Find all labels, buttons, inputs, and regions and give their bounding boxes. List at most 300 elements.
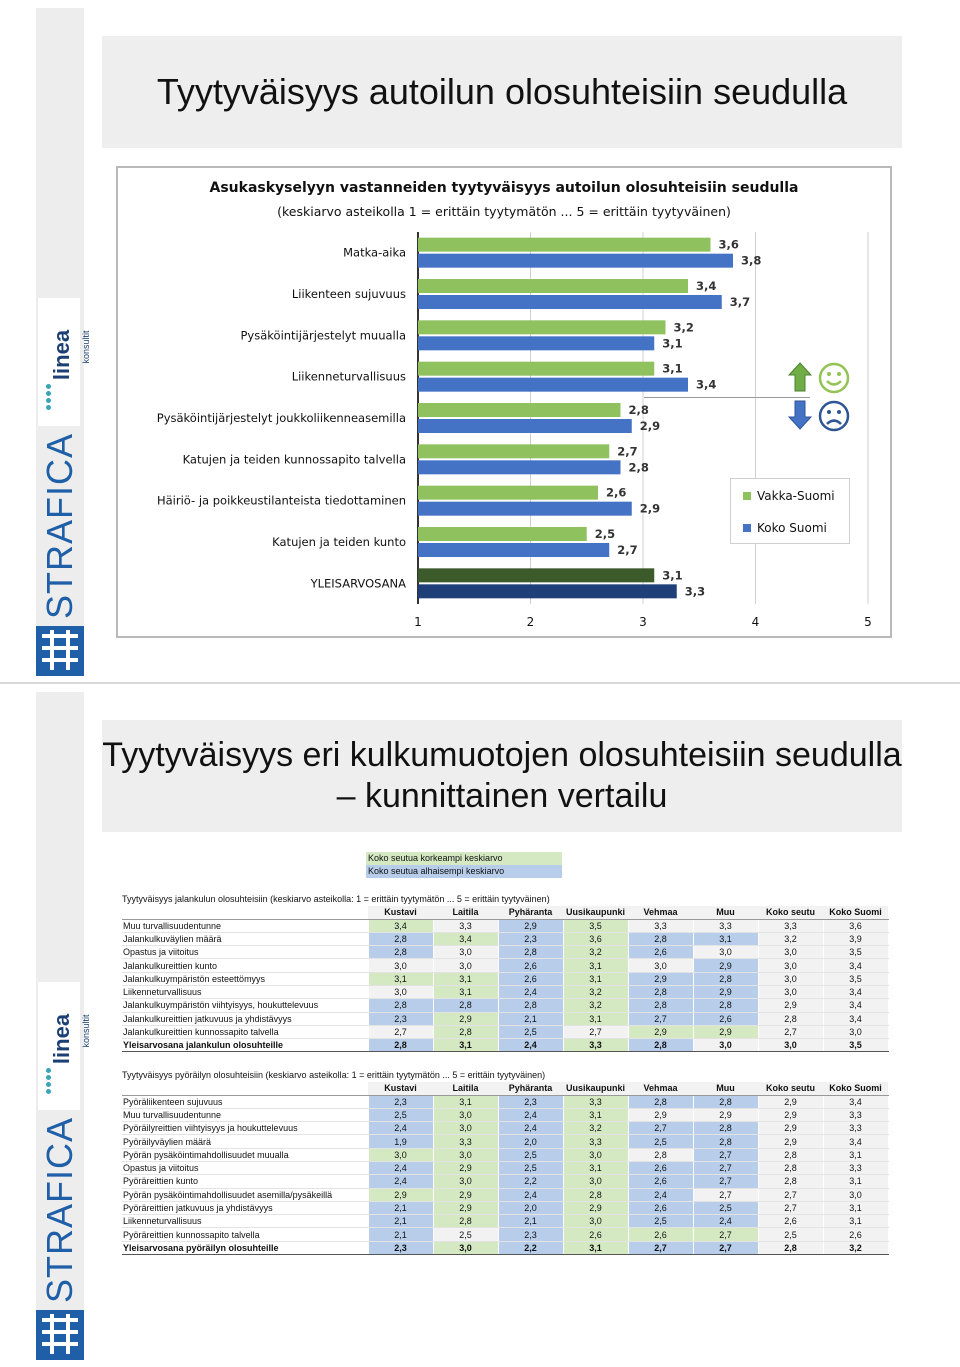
value-cell: 2,5 <box>498 1025 563 1038</box>
data-label-vakka: 3,1 <box>662 568 683 583</box>
value-cell: 2,9 <box>628 1108 693 1121</box>
table-row <box>122 1228 888 1241</box>
value-cell: 3,2 <box>563 1122 628 1135</box>
row-label: Jalankulkuympäristön viihtyisyys, houkuttelevuus <box>122 999 368 1012</box>
value-cell: 2,7 <box>628 1012 693 1025</box>
value-cell: 2,7 <box>693 1161 758 1174</box>
row-label: Jalankulkureittien jatkuvuus ja yhdistävyys <box>122 1012 368 1025</box>
value-cell: 3,0 <box>433 1175 498 1188</box>
header-blank <box>122 906 368 919</box>
value-cell: 2,1 <box>498 1012 563 1025</box>
row-label: Liikenneturvallisuus <box>122 985 368 998</box>
value-cell: 2,9 <box>563 1201 628 1214</box>
legend-item-vakka <box>743 489 835 503</box>
value-cell: 2,5 <box>628 1135 693 1148</box>
table-row <box>122 1201 888 1214</box>
value-cell: 2,8 <box>368 1039 433 1052</box>
value-cell: 2,7 <box>628 1241 693 1254</box>
chart-legend <box>730 478 850 544</box>
table-row <box>122 1175 888 1188</box>
table-row <box>122 1108 888 1121</box>
value-cell: 2,8 <box>433 999 498 1012</box>
value-cell: 3,5 <box>563 919 628 932</box>
table-row <box>122 1012 888 1025</box>
value-cell: 2,8 <box>563 1188 628 1201</box>
value-cell: 2,8 <box>693 1135 758 1148</box>
sad-face-icon <box>818 400 850 432</box>
bar-koko <box>418 584 677 598</box>
data-label-koko: 3,7 <box>729 295 751 309</box>
value-cell: 2,7 <box>628 1122 693 1135</box>
bar-koko <box>418 295 722 309</box>
bar-koko <box>418 336 654 350</box>
bar-koko <box>418 543 609 557</box>
row-label: Pyöräilyreittien viihtyisyys ja houkuttelevuus <box>122 1122 368 1135</box>
table-row <box>122 985 888 998</box>
value-cell: 2,9 <box>758 1095 823 1108</box>
bar-koko <box>418 254 733 268</box>
value-cell: 2,5 <box>498 1148 563 1161</box>
value-cell: 3,2 <box>563 946 628 959</box>
value-cell: 2,3 <box>498 932 563 945</box>
value-cell: 3,5 <box>823 1039 888 1052</box>
value-cell: 2,1 <box>368 1201 433 1214</box>
value-cell: 2,6 <box>563 1228 628 1241</box>
value-cell: 2,6 <box>823 1228 888 1241</box>
value-cell: 3,3 <box>433 1135 498 1148</box>
value-cell: 3,1 <box>823 1215 888 1228</box>
x-tick-label: 5 <box>864 615 872 629</box>
value-cell: 2,7 <box>693 1148 758 1161</box>
value-cell: 3,1 <box>563 1012 628 1025</box>
value-cell: 3,1 <box>563 1108 628 1121</box>
row-label: Pyöräliikenteen sujuvuus <box>122 1095 368 1108</box>
value-cell: 2,6 <box>758 1215 823 1228</box>
data-label-vakka: 2,8 <box>628 403 649 417</box>
bar-vakka <box>418 486 598 500</box>
x-tick-label: 1 <box>414 615 422 629</box>
value-cell: 2,7 <box>758 1025 823 1038</box>
value-cell: 2,6 <box>628 1228 693 1241</box>
value-cell: 2,8 <box>758 1241 823 1254</box>
bar-vakka <box>418 279 688 293</box>
value-cell: 3,1 <box>368 972 433 985</box>
value-cell: 3,0 <box>433 1241 498 1254</box>
category-label: Liikenneturvallisuus <box>291 369 406 384</box>
data-label-koko: 2,9 <box>639 419 661 433</box>
bar-chart <box>118 168 890 636</box>
data-label-koko: 2,8 <box>628 460 649 475</box>
value-cell: 2,8 <box>693 972 758 985</box>
value-cell: 3,3 <box>823 1122 888 1135</box>
legend-label-koko: Koko Suomi <box>757 521 827 535</box>
arrow-down-icon <box>788 400 812 430</box>
logo-dots-icon <box>46 1066 56 1102</box>
value-cell: 2,9 <box>693 1025 758 1038</box>
value-cell: 2,1 <box>498 1215 563 1228</box>
category-label: Häiriö- ja poikkeustilanteista tiedottaminen <box>156 493 406 508</box>
value-cell: 3,4 <box>823 1095 888 1108</box>
value-cell: 3,0 <box>823 1025 888 1038</box>
value-cell: 3,3 <box>758 919 823 932</box>
value-cell: 2,8 <box>433 1215 498 1228</box>
value-cell: 3,9 <box>823 932 888 945</box>
row-label: Yleisarvosana jalankulun olosuhteille <box>122 1039 368 1052</box>
data-label-koko: 2,7 <box>617 543 638 557</box>
value-cell: 2,8 <box>628 932 693 945</box>
value-cell: 2,2 <box>498 1175 563 1188</box>
value-cell: 3,3 <box>563 1135 628 1148</box>
category-label: Pysäköintijärjestelyt muualla <box>240 328 406 343</box>
bar-vakka <box>418 403 621 417</box>
row-label: Pyöräilyväylien määrä <box>122 1135 368 1148</box>
value-cell: 2,7 <box>693 1228 758 1241</box>
value-cell: 3,0 <box>823 1188 888 1201</box>
column-header: Pyhäranta <box>498 1082 563 1095</box>
column-header: Pyhäranta <box>498 906 563 919</box>
table-row <box>122 1095 888 1108</box>
value-cell: 2,3 <box>498 1228 563 1241</box>
value-cell: 2,7 <box>758 1201 823 1214</box>
value-cell: 2,3 <box>368 1241 433 1254</box>
value-cell: 2,8 <box>498 946 563 959</box>
slide-title: Tyytyväisyys eri kulkumuotojen olosuhteisiin seudulla – kunnittainen vertailu <box>102 720 902 832</box>
value-cell: 2,2 <box>498 1241 563 1254</box>
logo-text: linea <box>49 329 74 381</box>
value-cell: 2,6 <box>628 1161 693 1174</box>
bar-vakka <box>418 238 711 252</box>
data-label-vakka: 3,4 <box>696 279 717 293</box>
value-cell: 2,8 <box>498 999 563 1012</box>
value-cell: 2,8 <box>693 1122 758 1135</box>
value-cell: 2,4 <box>628 1188 693 1201</box>
value-cell: 3,4 <box>823 1135 888 1148</box>
value-cell: 3,4 <box>823 985 888 998</box>
legend-label-vakka: Vakka-Suomi <box>757 489 835 503</box>
data-label-vakka: 2,5 <box>594 527 616 541</box>
table-total-row <box>122 1039 888 1052</box>
value-cell: 3,0 <box>433 1122 498 1135</box>
value-cell: 2,4 <box>368 1122 433 1135</box>
value-cell: 3,1 <box>433 1095 498 1108</box>
value-cell: 3,0 <box>563 1215 628 1228</box>
value-cell: 2,0 <box>498 1201 563 1214</box>
value-cell: 2,6 <box>498 972 563 985</box>
value-cell: 3,3 <box>563 1039 628 1052</box>
column-header: Uusikaupunki <box>563 906 628 919</box>
logo-sub: konsultit <box>81 330 91 364</box>
value-cell: 2,9 <box>368 1188 433 1201</box>
column-header: Koko Suomi <box>823 906 888 919</box>
value-cell: 2,4 <box>498 1108 563 1121</box>
x-tick-label: 4 <box>751 615 760 629</box>
value-cell: 2,8 <box>433 1025 498 1038</box>
value-cell: 3,0 <box>368 1148 433 1161</box>
happy-face-icon <box>818 362 850 394</box>
row-label: Jalankulkureittien kunnossapito talvella <box>122 1025 368 1038</box>
table-header-row <box>122 906 888 919</box>
value-cell: 2,8 <box>368 946 433 959</box>
value-cell: 3,0 <box>433 1148 498 1161</box>
value-cell: 2,8 <box>628 1095 693 1108</box>
value-cell: 2,4 <box>693 1215 758 1228</box>
value-cell: 2,8 <box>628 999 693 1012</box>
value-cell: 2,5 <box>433 1228 498 1241</box>
value-cell: 2,9 <box>433 1161 498 1174</box>
column-header: Muu <box>693 906 758 919</box>
data-label-koko: 3,3 <box>684 584 706 599</box>
value-cell: 2,8 <box>628 1148 693 1161</box>
value-cell: 2,9 <box>433 1188 498 1201</box>
value-cell: 3,1 <box>823 1175 888 1188</box>
row-label: Pyörän pysäköintimahdollisuudet muualla <box>122 1148 368 1161</box>
table-pyoraily <box>122 1070 889 1255</box>
table-row <box>122 1215 888 1228</box>
bar-koko <box>418 460 621 474</box>
value-cell: 2,5 <box>628 1215 693 1228</box>
value-cell: 3,3 <box>823 1108 888 1121</box>
value-cell: 3,3 <box>563 1095 628 1108</box>
value-cell: 2,8 <box>693 1095 758 1108</box>
value-cell: 3,0 <box>693 1039 758 1052</box>
value-cell: 3,0 <box>693 946 758 959</box>
legend-swatch-koko <box>743 524 751 532</box>
value-cell: 2,4 <box>368 1161 433 1174</box>
value-cell: 2,7 <box>758 1188 823 1201</box>
category-label: YLEISARVOSANA <box>310 576 406 591</box>
value-cell: 2,7 <box>693 1188 758 1201</box>
value-cell: 3,0 <box>758 1039 823 1052</box>
value-cell: 3,0 <box>758 946 823 959</box>
bar-vakka <box>418 527 587 541</box>
value-cell: 2,9 <box>758 1108 823 1121</box>
value-cell: 2,9 <box>433 1012 498 1025</box>
row-label: Pyöräreittien kunnossapito talvella <box>122 1228 368 1241</box>
value-cell: 3,0 <box>433 1108 498 1121</box>
row-label: Jalankulkureittien kunto <box>122 959 368 972</box>
value-cell: 2,9 <box>758 1122 823 1135</box>
table-legend <box>366 852 562 878</box>
value-cell: 3,3 <box>823 1161 888 1174</box>
category-label: Matka-aika <box>343 245 406 260</box>
table-row <box>122 919 888 932</box>
value-cell: 2,8 <box>758 1175 823 1188</box>
value-cell: 3,0 <box>563 1175 628 1188</box>
value-cell: 2,6 <box>498 959 563 972</box>
header-blank <box>122 1082 368 1095</box>
table-row <box>122 972 888 985</box>
row-label: Jalankulkuväylien määrä <box>122 932 368 945</box>
legend-higher: Koko seutua korkeampi keskiarvo <box>366 852 562 865</box>
value-cell: 2,8 <box>628 985 693 998</box>
table-row <box>122 1135 888 1148</box>
value-cell: 2,9 <box>628 1025 693 1038</box>
data-label-koko: 3,1 <box>662 336 683 351</box>
value-cell: 2,8 <box>693 999 758 1012</box>
value-cell: 2,9 <box>693 1108 758 1121</box>
bar-vakka <box>418 362 654 376</box>
chart-frame <box>116 166 892 638</box>
value-cell: 2,4 <box>498 1039 563 1052</box>
value-cell: 2,9 <box>693 985 758 998</box>
table-row <box>122 959 888 972</box>
row-label: Pyöräreittien jatkuvuus ja yhdistävyys <box>122 1201 368 1214</box>
row-label: Yleisarvosana pyöräilyn olosuhteille <box>122 1241 368 1254</box>
value-cell: 2,5 <box>368 1108 433 1121</box>
logo-sub: konsultit <box>81 1014 91 1048</box>
value-cell: 3,0 <box>368 985 433 998</box>
value-cell: 2,8 <box>628 1039 693 1052</box>
value-cell: 2,4 <box>368 1175 433 1188</box>
row-label: Muu turvallisuudentunne <box>122 1108 368 1121</box>
value-cell: 2,9 <box>758 999 823 1012</box>
data-label-vakka: 3,6 <box>718 237 739 252</box>
value-cell: 2,5 <box>498 1161 563 1174</box>
value-cell: 3,3 <box>628 919 693 932</box>
bar-koko <box>418 419 632 433</box>
table-row <box>122 1161 888 1174</box>
strafica-mark-icon <box>36 626 84 676</box>
linea-logo <box>38 298 91 426</box>
value-cell: 2,6 <box>693 1012 758 1025</box>
value-cell: 3,3 <box>433 919 498 932</box>
data-label-koko: 3,4 <box>696 377 717 392</box>
value-cell: 3,1 <box>693 932 758 945</box>
column-header: Laitila <box>433 1082 498 1095</box>
value-cell: 2,8 <box>758 1148 823 1161</box>
value-cell: 3,1 <box>433 1039 498 1052</box>
column-header: Koko seutu <box>758 1082 823 1095</box>
value-cell: 2,7 <box>368 1025 433 1038</box>
legend-swatch-vakka <box>743 492 751 500</box>
value-cell: 3,4 <box>823 1012 888 1025</box>
value-cell: 2,8 <box>368 932 433 945</box>
value-cell: 3,6 <box>563 932 628 945</box>
column-header: Uusikaupunki <box>563 1082 628 1095</box>
value-cell: 2,9 <box>433 1201 498 1214</box>
value-cell: 3,2 <box>563 985 628 998</box>
value-cell: 2,8 <box>758 1161 823 1174</box>
column-header: Koko seutu <box>758 906 823 919</box>
data-label-koko: 2,9 <box>639 501 661 516</box>
data-label-vakka: 3,2 <box>673 320 694 335</box>
value-cell: 2,8 <box>368 999 433 1012</box>
value-cell: 2,3 <box>368 1012 433 1025</box>
data-label-vakka: 3,1 <box>662 361 683 376</box>
x-tick-label: 2 <box>526 615 535 629</box>
value-cell: 3,3 <box>693 919 758 932</box>
slide-kulkumuodot <box>0 684 960 1367</box>
column-header: Koko Suomi <box>823 1082 888 1095</box>
value-cell: 3,0 <box>628 959 693 972</box>
value-cell: 3,1 <box>563 1241 628 1254</box>
brand-name: STRAFICA <box>39 1116 80 1303</box>
legend-item-koko <box>743 521 827 535</box>
row-label: Liikenneturvallisuus <box>122 1215 368 1228</box>
value-cell: 2,6 <box>628 1175 693 1188</box>
value-cell: 2,4 <box>498 1122 563 1135</box>
column-header: Vehmaa <box>628 906 693 919</box>
value-cell: 3,0 <box>758 985 823 998</box>
value-cell: 2,7 <box>693 1175 758 1188</box>
value-cell: 3,2 <box>823 1241 888 1254</box>
row-label: Pyöräreittien kunto <box>122 1175 368 1188</box>
value-cell: 2,7 <box>693 1241 758 1254</box>
value-cell: 3,1 <box>433 985 498 998</box>
row-label: Pyörän pysäköintimahdollisuudet asemilla/pysäkeillä <box>122 1188 368 1201</box>
row-label: Opastus ja viitoitus <box>122 946 368 959</box>
strafica-mark-icon <box>36 1310 84 1360</box>
table-row <box>122 946 888 959</box>
logo-text: linea <box>49 1013 74 1065</box>
column-header: Muu <box>693 1082 758 1095</box>
value-cell: 3,2 <box>758 932 823 945</box>
row-label: Opastus ja viitoitus <box>122 1161 368 1174</box>
value-cell: 3,0 <box>433 959 498 972</box>
value-cell: 3,1 <box>823 1148 888 1161</box>
strafica-brand <box>38 432 82 619</box>
value-cell: 3,2 <box>563 999 628 1012</box>
table-row <box>122 1188 888 1201</box>
value-cell: 3,5 <box>823 946 888 959</box>
category-label: Liikenteen sujuvuus <box>291 287 406 301</box>
value-cell: 2,5 <box>758 1228 823 1241</box>
slide-title: Tyytyväisyys autoilun olosuhteisiin seudulla <box>102 36 902 148</box>
bar-vakka <box>418 444 609 458</box>
table-row <box>122 1148 888 1161</box>
value-cell: 3,1 <box>563 972 628 985</box>
value-cell: 3,1 <box>823 1201 888 1214</box>
table-caption: Tyytyväisyys jalankulun olosuhteisiin (keskiarvo asteikolla: 1 = erittäin tyytymätön ... 5 = erittäin tyytyväinen) <box>122 894 550 904</box>
slide-autoilu <box>0 0 960 683</box>
data-label-koko: 3,8 <box>741 253 762 268</box>
value-cell: 3,4 <box>823 999 888 1012</box>
column-header: Kustavi <box>368 906 433 919</box>
value-cell: 3,5 <box>823 972 888 985</box>
row-label: Muu turvallisuudentunne <box>122 919 368 932</box>
category-label: Katujen ja teiden kunto <box>272 535 406 549</box>
chart-subtitle: (keskiarvo asteikolla 1 = erittäin tyytymätön ... 5 = erittäin tyytyväinen) <box>277 204 731 219</box>
column-header: Laitila <box>433 906 498 919</box>
value-cell: 3,6 <box>823 919 888 932</box>
value-cell: 2,9 <box>758 1135 823 1148</box>
value-cell: 2,9 <box>693 959 758 972</box>
data-label-vakka: 2,7 <box>617 444 638 459</box>
table-jalankulku <box>122 894 889 1052</box>
value-cell: 2,9 <box>628 972 693 985</box>
value-cell: 2,0 <box>498 1135 563 1148</box>
value-cell: 2,3 <box>368 1095 433 1108</box>
value-cell: 3,0 <box>758 972 823 985</box>
bar-vakka <box>418 568 654 582</box>
separator-line <box>644 397 810 398</box>
value-cell: 2,7 <box>563 1025 628 1038</box>
bar-koko <box>418 378 688 392</box>
arrow-up-icon <box>788 362 812 392</box>
value-cell: 2,9 <box>498 919 563 932</box>
logo-dots-icon <box>46 382 56 418</box>
value-cell: 2,8 <box>758 1012 823 1025</box>
value-cell: 3,0 <box>433 946 498 959</box>
value-cell: 2,6 <box>628 1201 693 1214</box>
value-cell: 2,1 <box>368 1215 433 1228</box>
value-cell: 3,4 <box>823 959 888 972</box>
table-total-row <box>122 1241 888 1254</box>
value-cell: 3,1 <box>563 1161 628 1174</box>
value-cell: 3,1 <box>563 959 628 972</box>
column-header: Kustavi <box>368 1082 433 1095</box>
category-label: Katujen ja teiden kunnossapito talvella <box>182 452 406 467</box>
